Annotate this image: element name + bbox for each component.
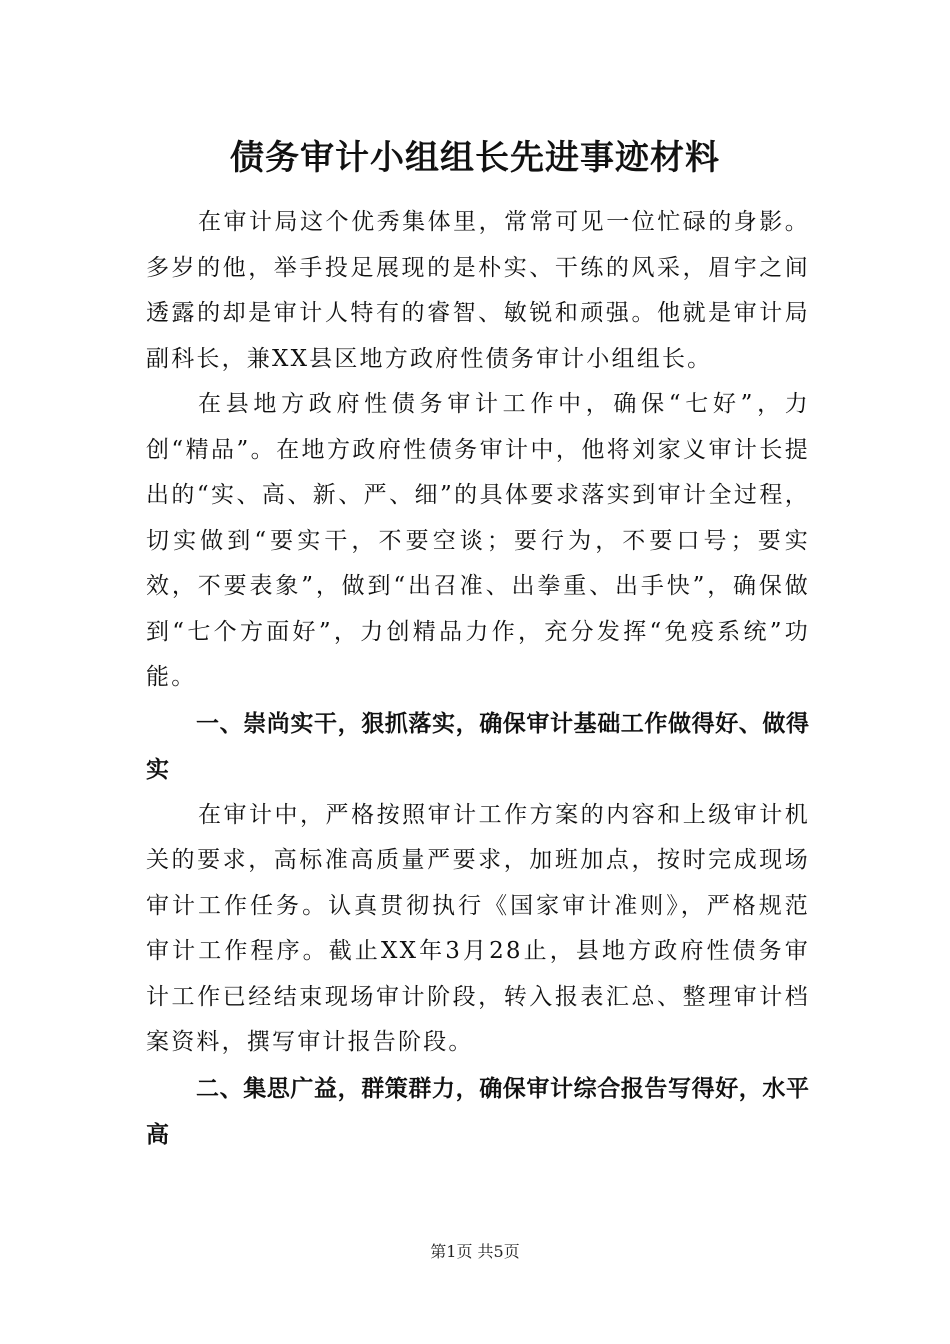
paragraph-section-1: 在审计中，严格按照审计工作方案的内容和上级审计机关的要求，高标准高质量严要求，加班加点，按时完成现场审计工作任务。认真贯彻执行《国家审计准则》，严格规范审计工作程序。截止XX年3月28止，县地方政府性债务审计工作已经结束现场审计阶段，转入报表汇总、整理审计档案资料，撰写审计报告阶段。: [146, 801, 810, 1055]
document-body: [146, 200, 810, 1158]
page-footer: 第1页 共5页: [430, 1242, 520, 1261]
paragraph-audit-work: 在县地方政府性债务审计工作中，确保“七好”，力创“精品”。在地方政府性债务审计中，他将刘家义审计长提出的“实、高、新、严、细”的具体要求落实到审计全过程，切实做到“要实干，不要空谈；要行为，不要口号；要实效，不要表象”，做到“出召准、出拳重、出手快”，确保做到“七个方面好”，力创精品力作，充分发挥“免疫系统”功能。: [146, 391, 810, 690]
document-title: 债务审计小组组长先进事迹材料: [230, 138, 720, 178]
section-heading-2: 二、集思广益，群策群力，确保审计综合报告写得好，水平高: [146, 1075, 810, 1148]
section-heading-1: 一、崇尚实干，狠抓落实，确保审计基础工作做得好、做得实: [146, 710, 810, 783]
paragraph-intro: 在审计局这个优秀集体里，常常可见一位忙碌的身影。多岁的他，举手投足展现的是朴实、干练的风采，眉宇之间透露的却是审计人特有的睿智、敏锐和顽强。他就是审计局副科长，兼XX县区地方政府性债务审计小组组长。: [146, 209, 810, 372]
